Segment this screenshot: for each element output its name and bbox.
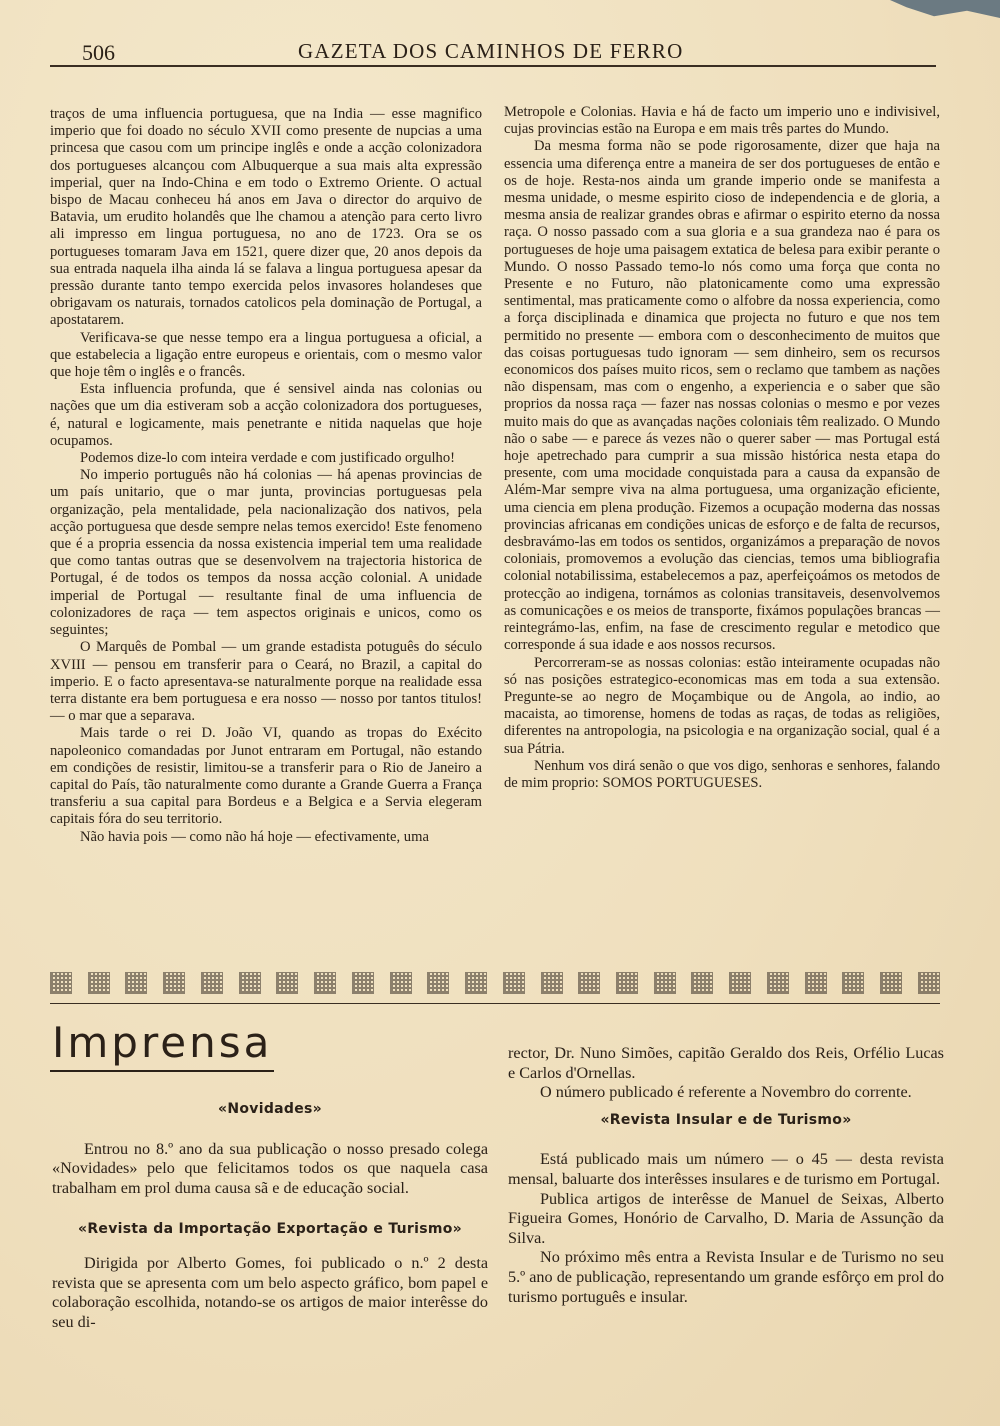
article-paragraph: O Marquês de Pombal — um grande estadista potuguês do século XVIII — pensou em transferir para o Ceará, no Brazil, a capital do imperio. E o facto apresentava-se naturalmente porque na realidade essa terra distante era bem portuguesa e era nosso — nosso por tantos titulos! — o mar que a separava. — [50, 639, 482, 725]
article-paragraph: Podemos dize-lo com inteira verdade e com justificado orgulho! — [80, 450, 456, 467]
running-title: GAZETA DOS CAMINHOS DE FERRO — [298, 39, 684, 63]
section-title-underline — [50, 1070, 274, 1072]
ornamental-divider — [50, 970, 940, 996]
article-paragraph: Nenhum vos dirá senão o que vos digo, senhoras e senhores, falando de mim proprio: SOMOS PORTUGUESES. — [504, 757, 940, 791]
article-paragraph: Mais tarde o rei D. João VI, quando as tropas do Exécito napoleonico comandadas por Junot entraram em Portugal, não estando em condições de resistir, limitou-se a transferir para o Rio de Janeiro a capital do País, tão naturalmente como durante a Grande Guerra a França transferiu a sua capital para Bordeus e a Belgica e a Servia elegeram capitais fóra do seu territorio. — [50, 725, 482, 828]
article-right-column — [504, 104, 940, 792]
article-paragraph: traços de uma influencia portuguesa, que na India — esse magnifico imperio que foi doado no século XVII como presente de nupcias a uma princesa que casou com um principe inglês e onde a acção colonizadora dos portugueses alcançou com Albuquerque a sua mais alta expressão imperial, quer na Indo-China e em todo o Extremo Oriente. O actual bispo de Macau conheceu há anos em Java o director do arquivo de Batavia, um erudito holandês que lhe chamou a atenção para certo livro ali impresso em lingua portuguesa, no ano de 1723. Ora se os portugueses tomaram Java em 1521, quere dizer que, 20 anos depois da sua entrada naquela ilha ainda lá se falava a lingua portuguesa apesar da pressão durante tanto tempo exercida pelos invasores holandeses que obrigavam os naturais, tornados catolicos pela dominação de Portugal, a apostatarem. — [50, 106, 482, 329]
torn-corner — [890, 0, 1000, 18]
article-paragraph: Metropole e Colonias. Havia e há de facto um imperio uno e indivisivel, cujas provincias estão na Europa e em mais três partes do Mundo. — [504, 104, 940, 138]
article-paragraph: Da mesma forma não se pode rigorosamente, dizer que haja na essencia uma diferença entre a maneira de ser dos portugueses de então e os de hoje. Resta-nos ainda um grande imperio onde se manifesta a mesma unidade, o mesme espirito cioso de independencia e de gloria, a mesma ansia de realizar grandes obras e afirmar o espirito eterno da nossa raça. O nosso passado com a sua gloria e a sua grandeza nao é para os portugueses de hoje uma paisagem extatica de belesa para exibir perante o Mundo. O nosso Passado temo-lo nós como uma força que conta no Presente e no Futuro, não platonicamente como uma expressão sentimental, mas praticamente como o alfobre da nossa experiencia, como a força disciplinada e dinamica que projecta no futuro e que nos tem permitido no presente — embora com o desconhecimento de muitos que das coisas portuguesas tudo ignoram — sem dinheiro, sem os recursos economicos dos países muito ricos, sem o reclamo que tambem as nações não dispensam, mas com o engenho, a experiencia e o saber que são proprios da nossa raça — fazer nas nossas colonias o mesmo e por vezes muito mais do que as avançadas nações coloniais têm realizado. O Mundo não o sabe — e parece ás vezes não o querer saber — mas Portugal está hoje apetrechado para cumprir a sua missão histórica nesta etapa do presente, com uma mocidade conquistada para a causa da expansão de Além-Mar sempre viva na alma portuguesa, uma organização eficiente, uma ciencia em plena produção. Fizemos a ocupação moderna das nossas provincias africanas em condições unicas de esforço e de falta de recursos, desbravámo-las em todos os sentidos, organizámos a preparação de novos coloniais, promovemos a evolução das ciencias, temos uma bibliografia colonial notabilissima, estabelecemos a paz, aperfeiçoámos os metodos de protecção ao indigena, tornámos as colonias transitaveis, desenvolvemos as comunicações e os meios de transporte, fixámos populações brancas — reintegrámo-las, enfim, na fase de crescimento regular e metodico que corresponde á sua idade e aos nossos recursos. — [504, 138, 940, 654]
article-paragraph: Verificava-se que nesse tempo era a lingua portuguesa a oficial, a que estabelecia a ligação entre europeus e orientais, com o mesmo valor que hoje têm o inglês e o francês. — [50, 329, 482, 381]
press-heading: «Novidades» — [218, 1101, 322, 1117]
press-right-column — [508, 1044, 944, 1307]
press-paragraph: Publica artigos de interêsse de Manuel de Seixas, Alberto Figueira Gomes, Honório de Carvalho, D. Maria de Assunção da Silva. — [508, 1189, 944, 1247]
press-heading: «Revista da Importação Exportação e Turismo» — [77, 1221, 462, 1238]
article-paragraph: Esta influencia profunda, que é sensivel ainda nas colonias ou nações que um dia estiveram sob a acção colonizadora dos portugueses, é, natural e logicamente, mais penetrante e nitida naquelas que hoje ocupamos. — [50, 381, 482, 449]
section-title: Imprensa — [52, 1018, 273, 1067]
press-paragraph: No próximo mês entra a Revista Insular e de Turismo no seu 5.º ano de publicação, representando um grande esfôrço em prol do turismo português e insular. — [508, 1248, 944, 1306]
press-paragraph: Dirigida por Alberto Gomes, foi publicado o n.º 2 desta revista que se apresenta com um belo aspecto gráfico, bom papel e colaboração escolhida, notando-se os artigos de maior interêsse do seu di- — [52, 1253, 488, 1331]
article-paragraph: Percorreram-se as nossas colonias: estão inteiramente ocupadas não só nas posições estrategico-economicas mas em toda a sua extensão. Pregunte-se ao negro de Moçambique ou de Angola, ao indio, ao macaista, ao timorense, homens de todas as raças, de todas as religiões, diferentes na antropologia, na psicologia e na organização social, qual é a sua Pátria. — [504, 654, 940, 757]
article-paragraph: No imperio português não há colonias — há apenas provincias de um país unitario, que o mar junta, provincias portuguesas pela organização, pela mentalidade, pela nacionalização dos nativos, pela acção portuguesa que desde sempre nelas temos exercido! Este fenomeno que é a propria essencia da nossa existencia imperial tem uma realidade que como tantas outras que se desenvolvem na trajectoria historica de Portugal, é de todos os tempos da nossa acção colonial. A unidade imperial de Portugal — resultante final de uma influencia de colonizadores de raça — tem aspectos originais e unicos, como os seguintes; — [50, 467, 482, 639]
press-left-column — [52, 1100, 488, 1332]
header-rule — [50, 65, 936, 67]
article-paragraph: Não havia pois — como não há hoje — efectivamente, uma — [80, 828, 429, 845]
press-paragraph: Está publicado mais um número — o 45 — desta revista mensal, baluarte dos interêsses insulares e de turismo em Portugal. — [508, 1150, 944, 1188]
press-heading: «Revista Insular e de Turismo» — [600, 1111, 852, 1128]
press-paragraph: O número publicado é referente a Novembro do corrente. — [540, 1083, 912, 1102]
page-number: 506 — [82, 40, 115, 65]
press-paragraph: Entrou no 8.º ano da sua publicação o nosso presado colega «Novidades» pelo que felicitamos todos os que naquela casa trabalham em prol duma causa sã e de educação social. — [52, 1139, 488, 1197]
press-paragraph: rector, Dr. Nuno Simões, capitão Geraldo dos Reis, Orfélio Lucas e Carlos d'Ornellas. — [508, 1044, 944, 1082]
section-rule — [50, 1003, 940, 1004]
article-left-column — [50, 106, 482, 846]
